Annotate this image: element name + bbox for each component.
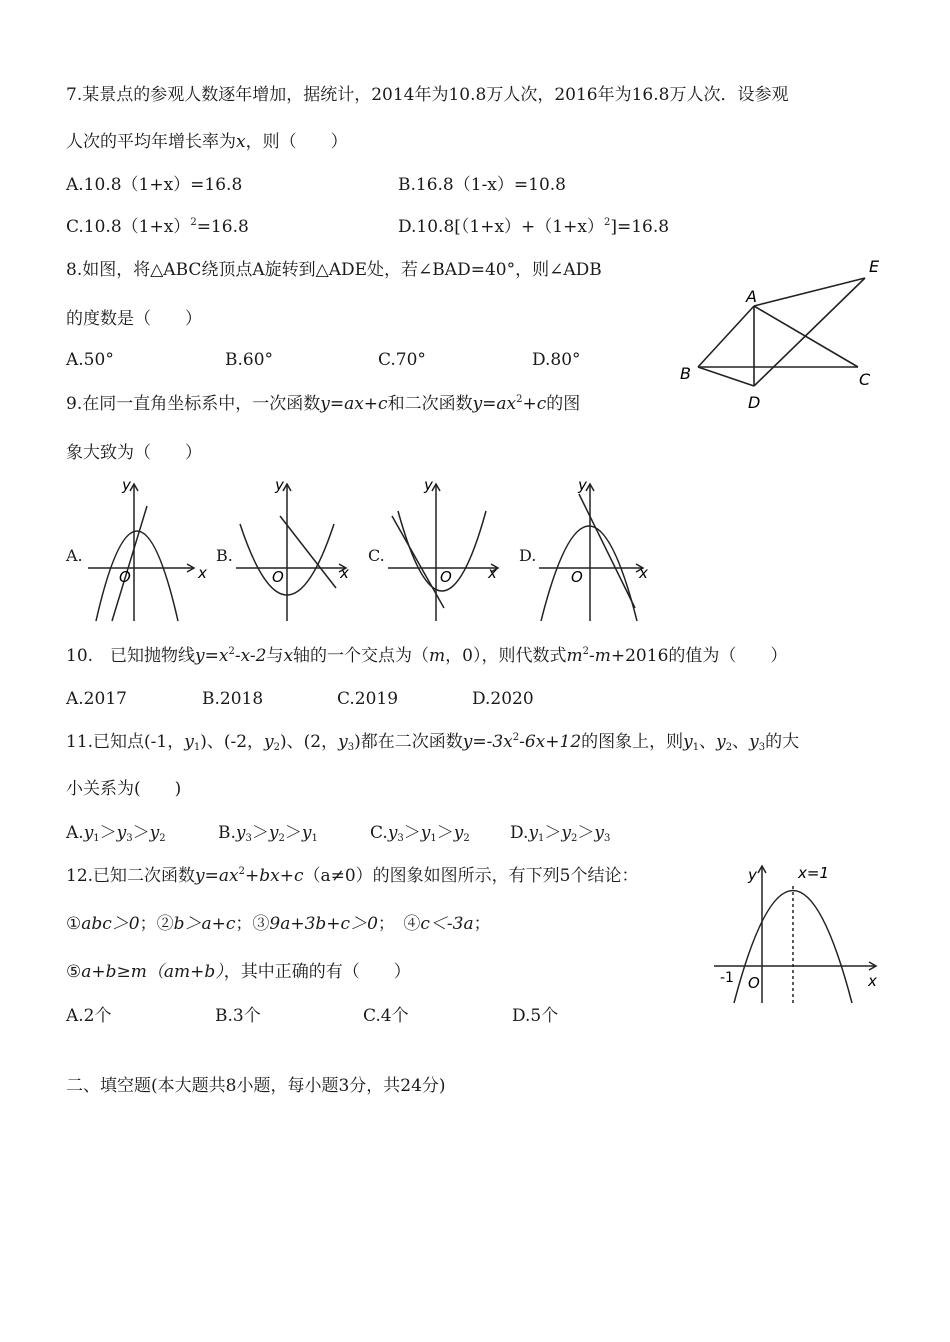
q8-label-b: B [680,364,691,383]
q9-stem-line2: 象大致为（ ） [66,443,202,463]
svg-text:x: x [488,564,497,582]
q8-option-b: B.60° [225,350,274,370]
q9-graph-d [535,476,660,626]
svg-text:x=1: x=1 [798,864,829,882]
q10-stem: 10. 已知抛物线$y=x^2-x-2$与x轴的一个交点为（m，0），则代数式$m^2-m+2016$的值为（ ） [66,646,788,666]
q8-label-a: A [746,287,757,306]
q8-label-e: E [869,257,880,276]
q8-label-d: D [748,393,761,412]
q8-triangle-figure [670,250,900,420]
svg-text:y: y [424,476,433,494]
svg-text:-1: -1 [720,970,734,986]
q11-option-c: $C.y_3>y_1>y_2$ [370,823,470,844]
q10-option-c: C.2019 [337,689,399,709]
q9-option-d-label: D. [519,546,537,565]
q9-graph-c [384,476,514,626]
q12-stem-line1: 12.已知二次函数$y=ax^2+bx+c(a\ne 0)$的图象如图所示，有下列5个结论： [66,866,639,886]
svg-text:O: O [571,568,583,586]
q11-stem-line1: 11.已知点(-1，$y_1$)、(-2，$y_2$)、(2，$y_3$)都在二次函数$y=-3x^2-6x+12$的图象上，则$y_1$、$y_2$、$y_3$的大 [66,732,800,753]
q9-option-c-label: C. [368,546,385,565]
q8-option-a: A.50° [66,350,114,370]
q10-option-a: A.2017 [66,689,127,709]
svg-text:x: x [340,564,349,582]
section-2-heading: 二、填空题(本大题共8小题，每小题3分，共24分) [66,1076,446,1096]
q8-label-c: C [859,370,871,389]
q8-option-d: D.80° [532,350,581,370]
svg-text:O: O [748,974,760,992]
q11-option-b: $B.y_3>y_2>y_1$ [218,823,318,844]
svg-text:x: x [639,564,648,582]
svg-text:O: O [440,568,452,586]
q11-option-d: $D.y_1>y_2>y_3$ [510,823,611,844]
svg-text:y: y [122,476,131,494]
q8-stem-line2: 的度数是（ ） [66,309,202,329]
q9-stem-line1: 9.在同一直角坐标系中，一次函数y=ax+c和二次函数$y=ax^2+c$的图 [66,394,581,414]
q7-stem-line1: 7.某景点的参观人数逐年增加，据统计，2014年为10.8万人次，2016年为16.8万人次．设参观 [66,85,789,105]
q12-option-a: A.2个 [66,1006,112,1026]
q8-option-c: C.70° [378,350,426,370]
q9-graph-a [84,476,207,626]
q9-option-b-label: B. [216,546,233,565]
svg-text:x: x [868,972,877,990]
q11-option-a: $A.y_1>y_3>y_2$ [66,823,166,844]
q9-graph-b [232,476,362,626]
svg-text:y: y [748,866,757,884]
q12-parabola-figure [712,858,892,1008]
q7-option-a: A.10.8（1+x）=16.8 [66,175,243,195]
q11-stem-line2: 小关系为( ) [66,779,182,799]
q8-stem-line1: 8.如图，将△ABC绕顶点A旋转到△ADE处，若∠BAD=40°，则∠ADB [66,260,602,280]
q7-stem-line2: 人次的平均年增长率为x，则（ ） [66,132,348,152]
q10-option-d: D.2020 [472,689,534,709]
svg-text:O: O [272,568,284,586]
q7-option-d: $D.10.8[(1+x)+(1+x)^2]=16.8$ [398,217,670,237]
q12-option-d: D.5个 [512,1006,559,1026]
q12-option-c: C.4个 [363,1006,409,1026]
q7-option-b: B.16.8（1-x）=10.8 [398,175,566,195]
svg-text:O: O [119,568,131,586]
svg-text:y: y [275,476,284,494]
svg-text:y: y [578,476,587,494]
q7-option-c: $C.10.8(1+x)^2=16.8$ [66,217,249,237]
q12-conclusions-line1: ①abc＞0；②b＞a+c；③9a+3b+c＞0； ④c＜-3a； [66,914,491,934]
q9-option-a-label: A. [66,546,83,565]
q12-option-b: B.3个 [215,1006,261,1026]
q10-option-b: B.2018 [202,689,264,709]
q12-conclusions-line2: ⑤a+b≥m（am+b），其中正确的有（ ） [66,962,411,982]
svg-text:x: x [198,564,207,582]
